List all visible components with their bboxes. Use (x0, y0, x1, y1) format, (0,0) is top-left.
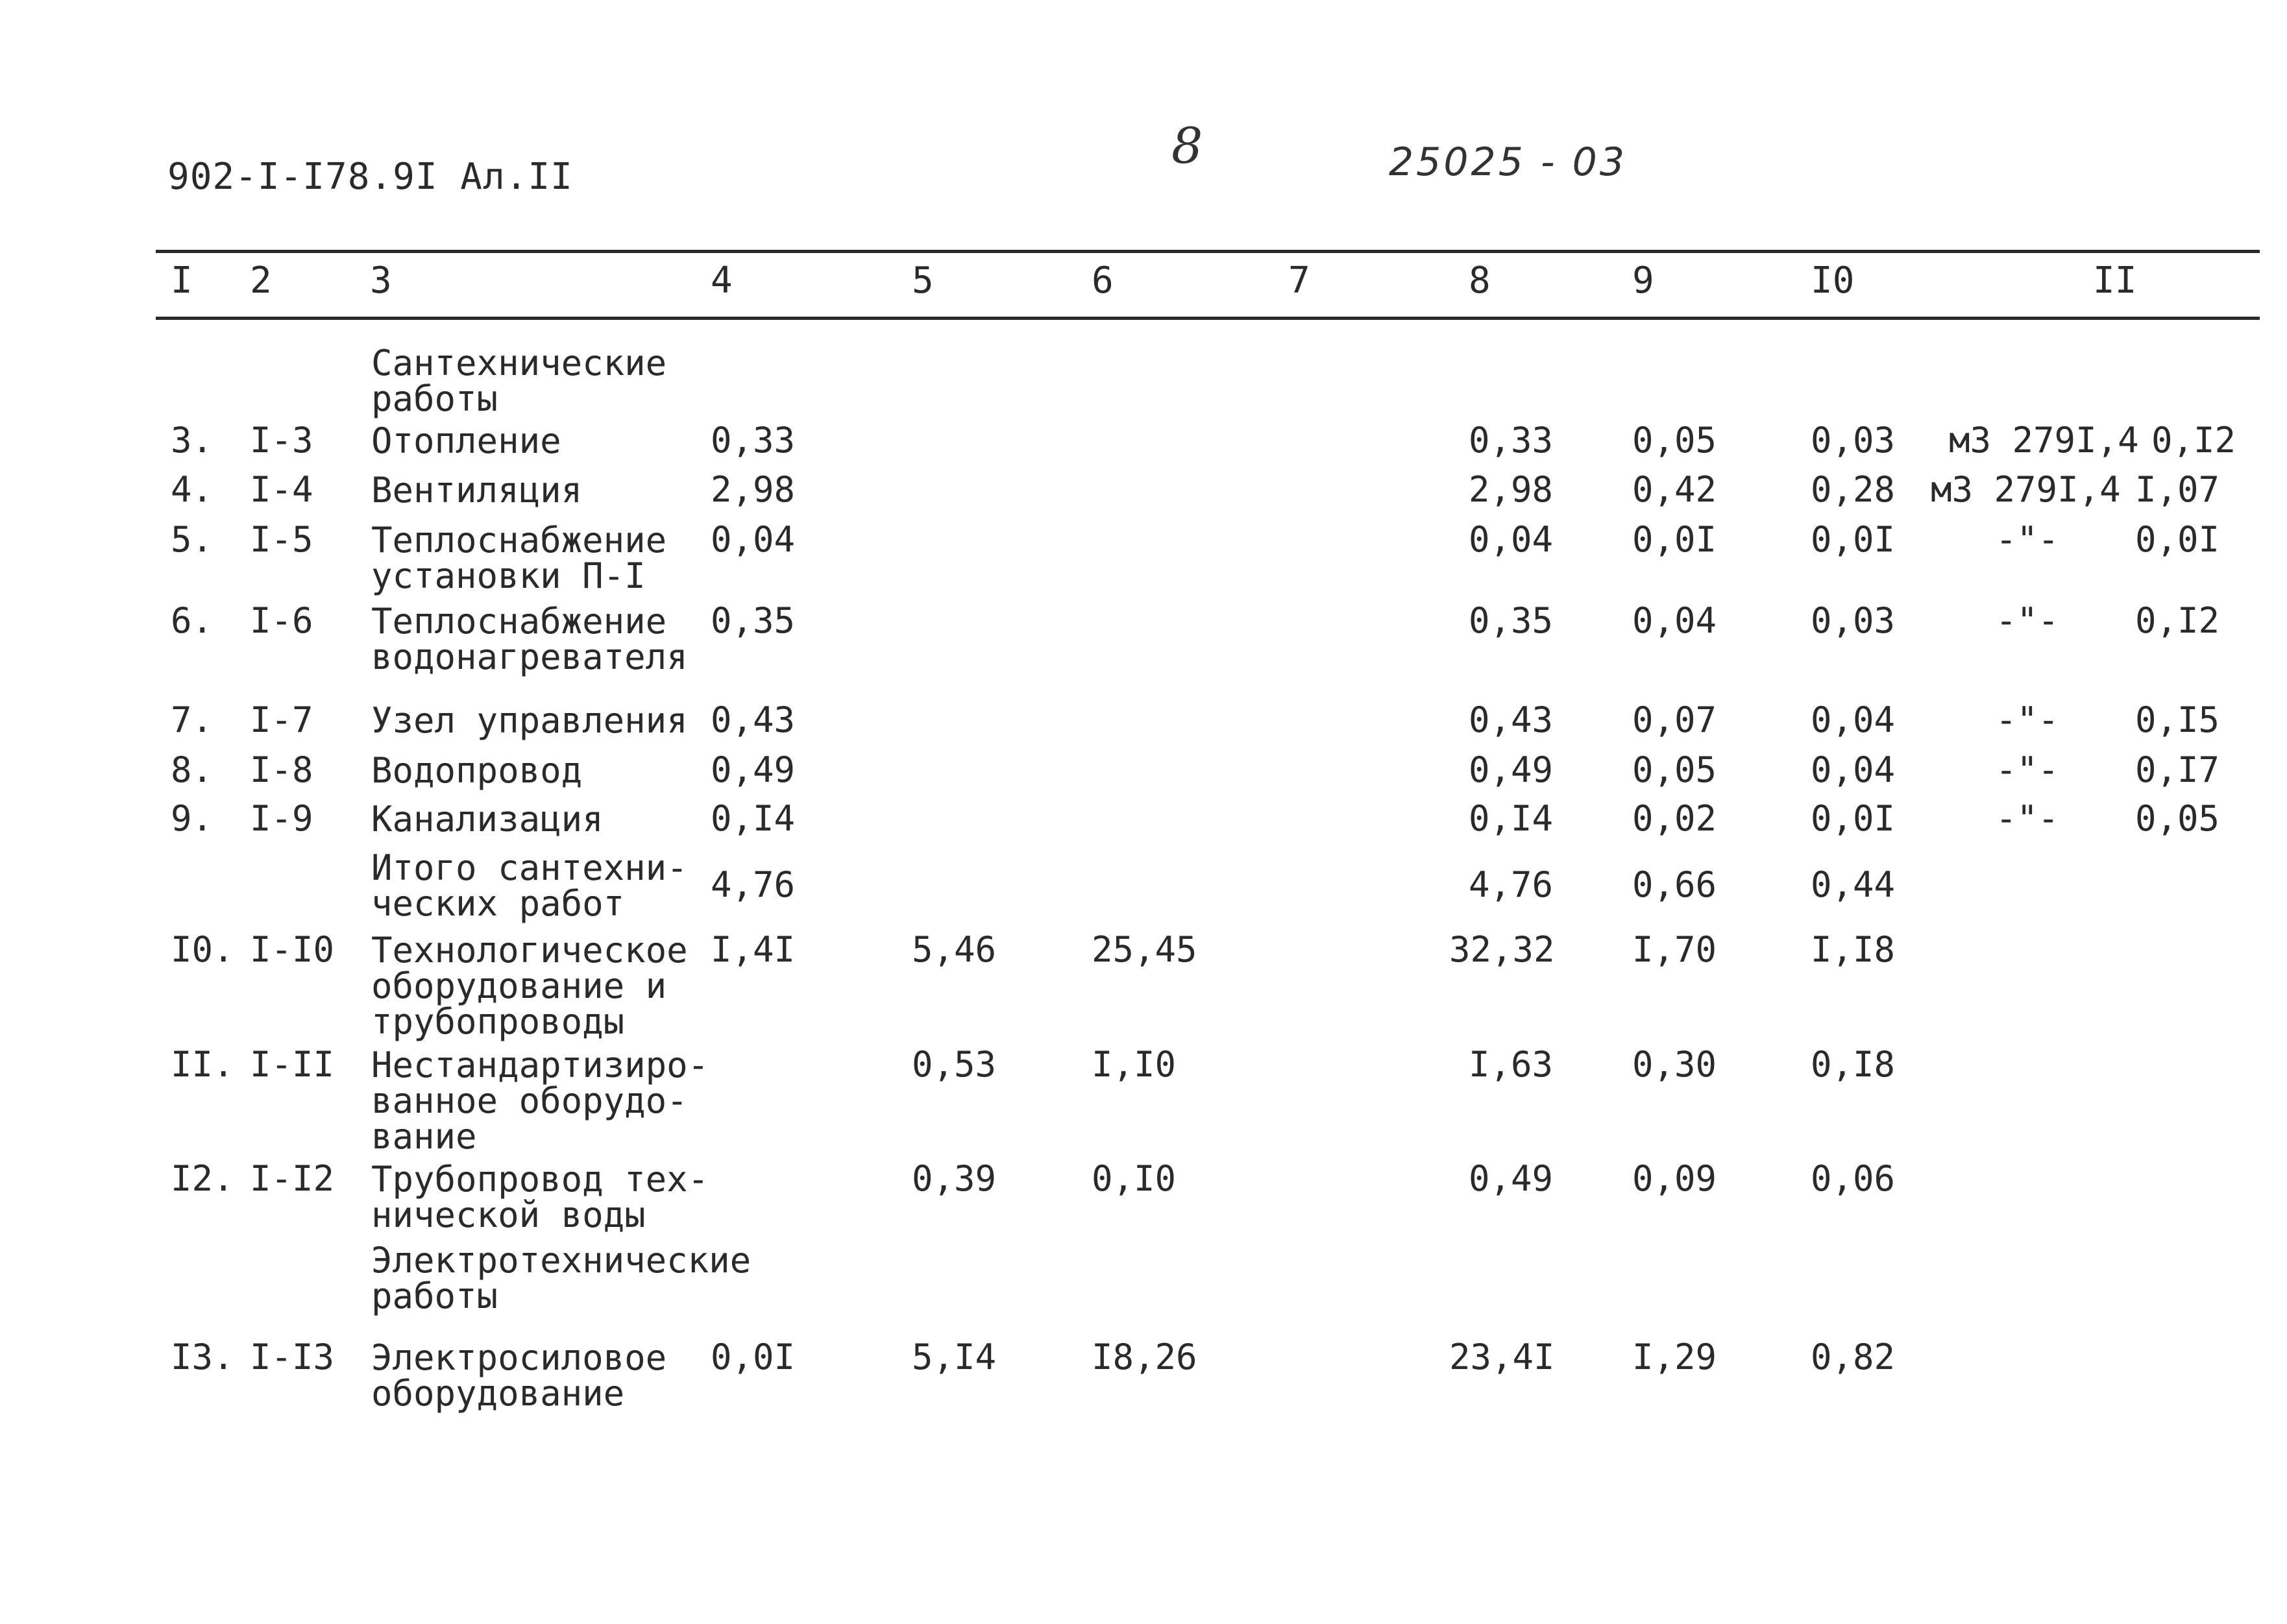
row-code: I-I0 (250, 929, 335, 970)
cell-col8: 0,04 (1469, 519, 1554, 560)
cell-col9: 0,05 (1632, 749, 1717, 790)
row-code: I-9 (250, 798, 313, 839)
cell-col4: 0,33 (711, 420, 796, 461)
column-header-7: 7 (1288, 260, 1310, 302)
cell-col4: 0,49 (711, 749, 796, 790)
cell-col8: 0,49 (1469, 749, 1554, 790)
cell-col5: 5,I4 (912, 1337, 997, 1377)
cell-col11-unit: -"- (1996, 519, 2059, 560)
column-header-11: II (2093, 260, 2137, 302)
cell-col4: I,4I (711, 929, 796, 970)
cell-col11-value: 0,I5 (2135, 699, 2220, 740)
cell-col11-unit: м3 279I,4 (1931, 469, 2121, 510)
cell-col10: 0,03 (1811, 600, 1896, 641)
cell-col11-value: 0,05 (2135, 798, 2220, 839)
cell-col9: 0,02 (1632, 798, 1717, 839)
cell-col10: 0,04 (1811, 699, 1896, 740)
cell-col9: 0,04 (1632, 600, 1717, 641)
section-heading-electrical: Электротехнические работы (371, 1240, 752, 1316)
row-number: 4. (171, 469, 214, 510)
cell-col10: 0,28 (1811, 469, 1896, 510)
row-code: I-4 (250, 469, 313, 510)
cell-col8: 0,35 (1469, 600, 1554, 641)
column-header-5: 5 (912, 260, 934, 302)
cell-col10: 0,0I (1811, 798, 1896, 839)
cell-col9: 0,0I (1632, 519, 1717, 560)
cell-col11-unit: м3 279I,4 (1949, 420, 2139, 461)
table-header-rule (156, 317, 2260, 320)
row-number: 9. (171, 798, 214, 839)
cell-col9: I,70 (1632, 929, 1717, 970)
cell-col8: 0,49 (1469, 1158, 1554, 1199)
cell-col8: I,63 (1469, 1044, 1554, 1085)
column-header-3: 3 (370, 260, 392, 302)
cell-col4: 0,35 (711, 600, 796, 641)
row-code: I-I2 (250, 1158, 335, 1199)
cell-col6: 0,I0 (1092, 1158, 1177, 1199)
row-number: I3. (171, 1337, 234, 1377)
row-number: 6. (171, 600, 214, 641)
cell-col4: 0,I4 (711, 798, 796, 839)
row-name: Узел управления (371, 700, 688, 741)
cell-col4: 2,98 (711, 469, 796, 510)
cell-col5: 5,46 (912, 929, 997, 970)
cell-col10: 0,I8 (1811, 1044, 1896, 1085)
row-number: 5. (171, 519, 214, 560)
cell-col4: 0,43 (711, 699, 796, 740)
row-name: Нестандартизиро- ванное оборудо- вание (371, 1045, 709, 1157)
document-code: 902-I-I78.9I Ал.II (167, 156, 573, 198)
row-name: Итого сантехни- ческих работ (371, 847, 688, 924)
cell-col8: 2,98 (1469, 469, 1554, 510)
row-name: Технологическое оборудование и трубопроводы (371, 930, 688, 1042)
cell-col9: 0,66 (1632, 864, 1717, 905)
row-name: Отопление (371, 420, 561, 461)
cell-col10: 0,44 (1811, 864, 1896, 905)
cell-col9: 0,07 (1632, 699, 1717, 740)
cell-col11-unit: -"- (1996, 600, 2059, 641)
row-number: I2. (171, 1158, 234, 1199)
cell-col10: 0,0I (1811, 519, 1896, 560)
column-header-9: 9 (1632, 260, 1654, 302)
row-name: Электросиловое оборудование (371, 1337, 667, 1414)
row-code: I-7 (250, 699, 313, 740)
cell-col10: 0,06 (1811, 1158, 1896, 1199)
row-code: I-5 (250, 519, 313, 560)
cell-col4: 4,76 (711, 864, 796, 905)
column-header-10: I0 (1811, 260, 1855, 302)
row-number: 3. (171, 420, 214, 461)
page-number: 8 (1171, 117, 1203, 175)
cell-col11-unit: -"- (1996, 699, 2059, 740)
cell-col11-value: 0,0I (2135, 519, 2220, 560)
cell-col11-value: 0,I2 (2135, 600, 2220, 641)
cell-col8: 0,33 (1469, 420, 1554, 461)
cell-col10: I,I8 (1811, 929, 1896, 970)
cell-col9: 0,09 (1632, 1158, 1717, 1199)
cell-col9: 0,05 (1632, 420, 1717, 461)
cell-col9: 0,30 (1632, 1044, 1717, 1085)
cell-col5: 0,53 (912, 1044, 997, 1085)
row-name: Водопровод (371, 750, 583, 791)
cell-col11-unit: -"- (1996, 749, 2059, 790)
cell-col10: 0,82 (1811, 1337, 1896, 1377)
cell-col8: 23,4I (1449, 1337, 1555, 1377)
row-code: I-6 (250, 600, 313, 641)
row-code: I-3 (250, 420, 313, 461)
row-name: Вентиляция (371, 470, 583, 511)
row-number: 7. (171, 699, 214, 740)
table-top-rule (156, 250, 2260, 253)
row-number: 8. (171, 749, 214, 790)
cell-col10: 0,04 (1811, 749, 1896, 790)
cell-col11-value: I,07 (2135, 469, 2220, 510)
cell-col6: I,I0 (1092, 1044, 1177, 1085)
column-header-6: 6 (1092, 260, 1114, 302)
row-code: I-8 (250, 749, 313, 790)
cell-col4: 0,04 (711, 519, 796, 560)
row-code: I-II (250, 1044, 335, 1085)
cell-col11-value: 0,I2 (2151, 420, 2236, 461)
handwritten-inventory-number: 25025 - 03 (1389, 139, 1628, 185)
cell-col8: 0,I4 (1469, 798, 1554, 839)
cell-col6: I8,26 (1092, 1337, 1197, 1377)
cell-col8: 4,76 (1469, 864, 1554, 905)
cell-col11-value: 0,I7 (2135, 749, 2220, 790)
column-header-1: I (171, 260, 193, 302)
row-number: II. (171, 1044, 234, 1085)
row-name: Трубопровод тех- нической воды (371, 1159, 709, 1235)
cell-col9: 0,42 (1632, 469, 1717, 510)
row-code: I-I3 (250, 1337, 335, 1377)
row-number: I0. (171, 929, 234, 970)
cell-col8: 0,43 (1469, 699, 1554, 740)
cell-col5: 0,39 (912, 1158, 997, 1199)
row-name: Теплоснабжение водонагревателя (371, 601, 688, 677)
cell-col8: 32,32 (1449, 929, 1555, 970)
cell-col11-unit: -"- (1996, 798, 2059, 839)
section-heading-sanitary: Сантехнические работы (371, 343, 667, 419)
cell-col10: 0,03 (1811, 420, 1896, 461)
row-name: Теплоснабжение установки П-I (371, 520, 667, 596)
column-header-8: 8 (1469, 260, 1491, 302)
cell-col9: I,29 (1632, 1337, 1717, 1377)
row-name: Канализация (371, 799, 604, 840)
cell-col6: 25,45 (1092, 929, 1197, 970)
column-header-4: 4 (711, 260, 733, 302)
cell-col4: 0,0I (711, 1337, 796, 1377)
column-header-2: 2 (250, 260, 272, 302)
